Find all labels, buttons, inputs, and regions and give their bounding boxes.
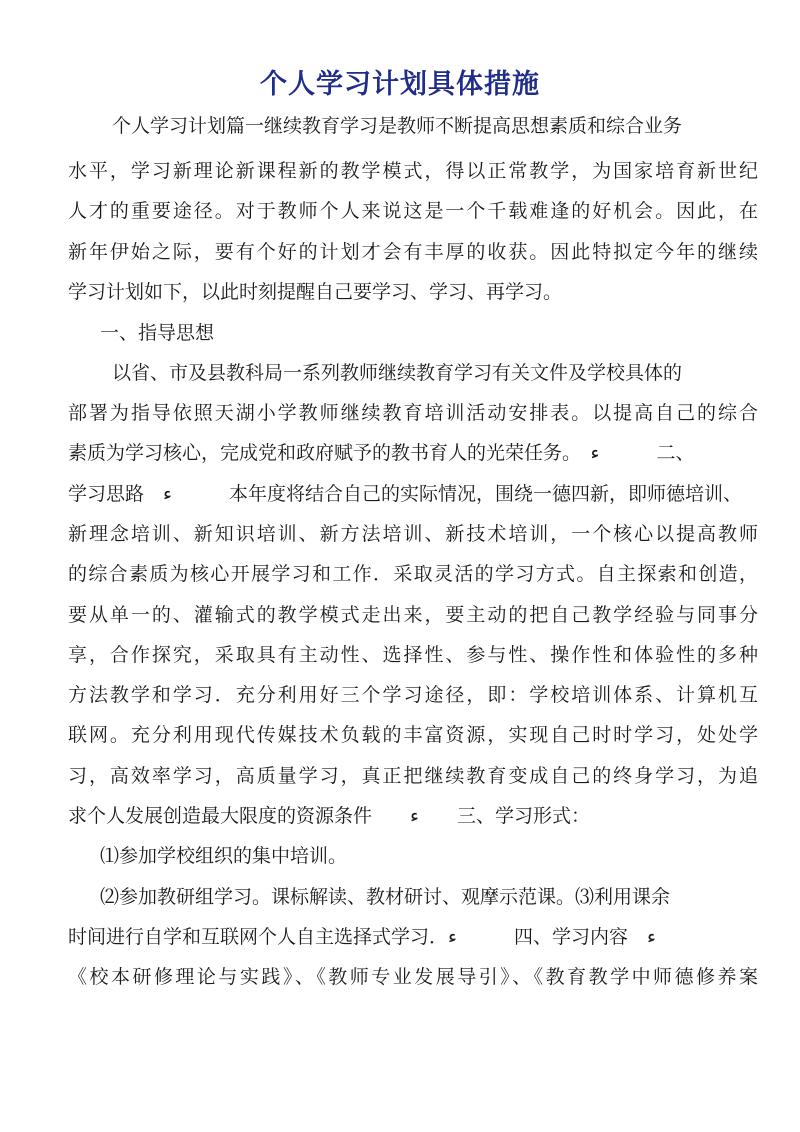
paragraph-line: 学习计划如下，以此时刻提醒自己要学习、学习、再学习。 [68,281,563,303]
paragraph-line: 新年伊始之际，要有个好的计划才会有丰厚的收获。因此特拟定今年的继续 [68,241,758,263]
paragraph-line: 水平，学习新理论新课程新的教学模式，得以正常教学，为国家培育新世纪 [68,160,758,182]
document-title: 个人学习计划具体措施 [260,69,540,100]
paragraph-line: 方法教学和学习．充分利用好三个学习途径，即：学校培训体系、计算机互 [68,684,758,706]
paragraph-line: 时间进行自学和互联网个人自主选择式学习．ء 四、学习内容 ء [68,926,656,948]
paragraph-line: 习，高效率学习，高质量学习，真正把继续教育变成自己的终身学习，为追 [68,765,758,787]
paragraph-line: 联网。充分利用现代传媒技术负载的丰富资源，实现自己时时学习，处处学 [68,724,758,746]
paragraph-line: 要从单一的、灌输式的教学模式走出来，要主动的把自己教学经验与同事分 [68,604,758,626]
paragraph-line: 人才的重要途径。对于教师个人来说这是一个千载难逢的好机会。因此，在 [68,200,758,222]
paragraph-line: 个人学习计划篇一继续教育学习是教师不断提高思想素质和综合业务 [112,115,683,137]
list-item: ⑴参加学校组织的集中培训。 [100,845,348,867]
paragraph-line: 的综合素质为核心开展学习和工作．采取灵活的学习方式。自主探索和创造， [68,563,758,585]
paragraph-line: 享，合作探究，采取具有主动性、选择性、参与性、操作性和体验性的多种 [68,644,758,666]
paragraph-line: 求个人发展创造最大限度的资源条件 ء 三、学习形式： [68,805,590,827]
list-item: ⑵参加教研组学习。课标解读、教材研讨、观摩示范课。⑶利用课余 [100,886,671,908]
paragraph-line: 新理念培训、新知识培训、新方法培训、新技术培训，一个核心以提高教师 [68,523,758,545]
paragraph-line: 以省、市及县教科局一系列教师继续教育学习有关文件及学校具体的 [112,362,683,384]
paragraph-line: 《校本研修理论与实践》、《教师专业发展导引》、《教育教学中师德修养案 [68,966,758,988]
paragraph-line: 部署为指导依照天湖小学教师继续教育培训活动安排表。以提高自己的综合 [68,402,758,424]
paragraph-line: 学习思路 ء 本年度将结合自己的实际情况，围绕一德四新，即师德培训、 [68,483,742,505]
section-heading: 一、指导思想 [100,322,215,344]
paragraph-line: 素质为学习核心，完成党和政府赋予的教书育人的光荣任务。 ء 二、 [68,442,695,464]
